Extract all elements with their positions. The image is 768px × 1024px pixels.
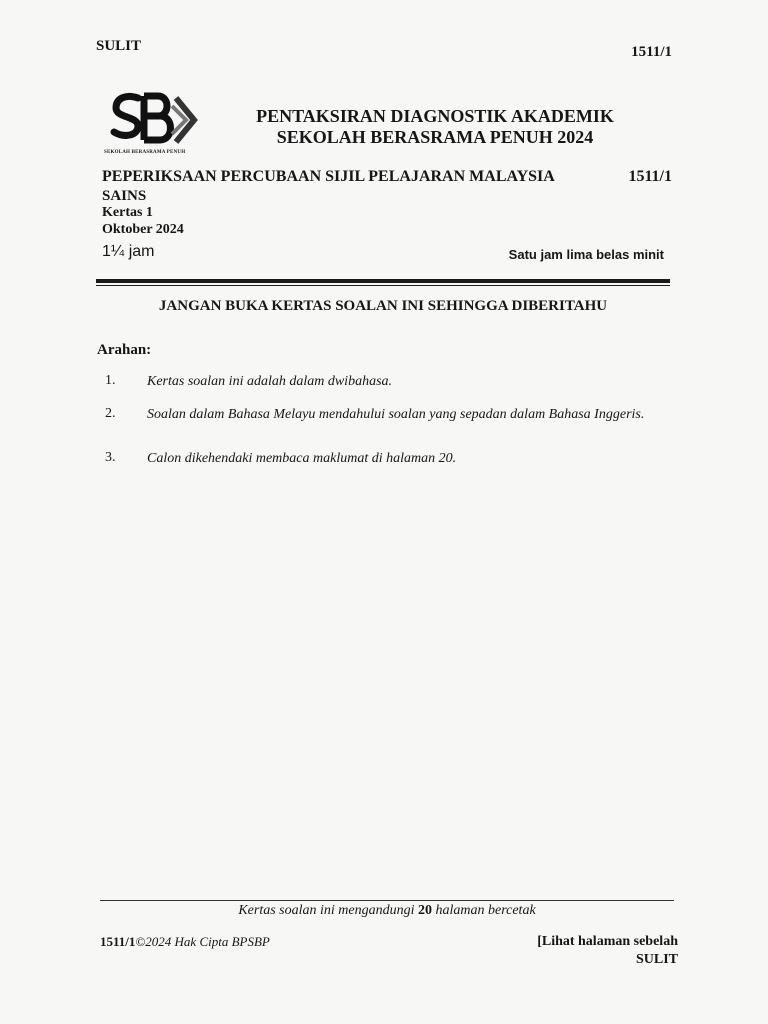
duration: 1¼ jam (102, 243, 155, 260)
exam-name: PEPERIKSAAN PERCUBAAN SIJIL PELAJARAN MALAYSIA (102, 168, 555, 185)
instruction-number: 2. (105, 406, 116, 421)
footer-classification-mark: SULIT (635, 952, 678, 967)
institution-title (230, 106, 640, 148)
logo-caption: SEKOLAH BERASRAMA PENUH (104, 150, 186, 155)
exam-code: 1511/1 (628, 168, 672, 185)
institution-line-1: PENTAKSIRAN DIAGNOSTIK AKADEMIK (256, 106, 614, 126)
next-page-note: [Lihat halaman sebelah (537, 934, 678, 949)
copyright-code: 1511/1 (100, 934, 136, 949)
instruction-number: 3. (105, 450, 116, 465)
footer-divider (100, 900, 674, 901)
copyright-line (100, 934, 270, 950)
page-count: 20 (417, 903, 432, 918)
instruction-number: 1. (105, 373, 116, 388)
instructions-heading: Arahan: (97, 342, 152, 358)
duration-in-words: Satu jam lima belas minit (508, 247, 664, 262)
warning-banner: JANGAN BUKA KERTAS SOALAN INI SEHINGGA DIBERITAHU (158, 298, 608, 314)
header-divider-thick (96, 279, 670, 283)
institution-line-2: SEKOLAH BERASRAMA PENUH 2024 (276, 127, 594, 147)
instruction-text: Calon dikehendaki membaca maklumat di halaman 20. (147, 451, 457, 466)
subject: SAINS (102, 188, 147, 204)
page-count-note (100, 903, 674, 919)
sbp-logo (108, 92, 200, 154)
header-divider-thin (96, 285, 670, 286)
paper-code: 1511/1 (631, 44, 672, 60)
paper-number: Kertas 1 (102, 205, 153, 220)
instruction-text: Soalan dalam Bahasa Melayu mendahului soalan yang sepadan dalam Bahasa Inggeris. (147, 407, 645, 422)
page-count-note-end: halaman bercetak (431, 903, 536, 918)
classification-mark: SULIT (96, 38, 142, 54)
exam-date: Oktober 2024 (102, 222, 184, 237)
copyright-text: ©2024 Hak Cipta BPSBP (135, 934, 270, 949)
page-count-note-start: Kertas soalan ini mengandungi (238, 903, 418, 918)
instruction-text: Kertas soalan ini adalah dalam dwibahasa. (147, 374, 393, 389)
